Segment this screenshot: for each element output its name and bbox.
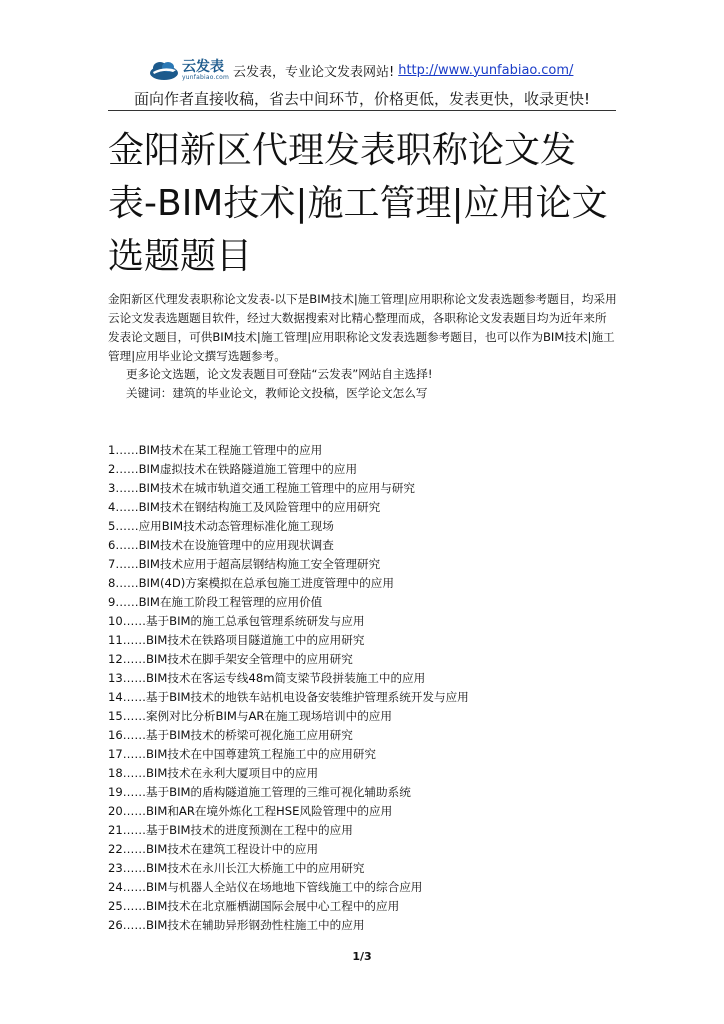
topic-item: 3……BIM技术在城市轨道交通工程施工管理中的应用与研究 bbox=[108, 481, 416, 495]
topic-item: 8……BIM(4D)方案模拟在总承包施工进度管理中的应用 bbox=[108, 576, 394, 590]
topic-item: 18……BIM技术在永利大厦项目中的应用 bbox=[108, 766, 319, 780]
topic-item: 10……基于BIM的施工总承包管理系统研发与应用 bbox=[108, 614, 365, 628]
site-header bbox=[148, 56, 588, 84]
topic-item: 4……BIM技术在钢结构施工及风险管理中的应用研究 bbox=[108, 500, 381, 514]
logo-subtitle: yunfabiao.com bbox=[182, 73, 229, 81]
topic-item: 13……BIM技术在客运专线48m简支梁节段拼装施工中的应用 bbox=[108, 671, 426, 685]
more-topics-line: 更多论文选题，论文发表题目可登陆“云发表”网站自主选择! bbox=[126, 367, 433, 381]
topic-item: 14……基于BIM技术的地铁车站机电设备安装维护管理系统开发与应用 bbox=[108, 690, 469, 704]
topic-item: 17……BIM技术在中国尊建筑工程施工中的应用研究 bbox=[108, 747, 377, 761]
topic-item: 12……BIM技术在脚手架安全管理中的应用研究 bbox=[108, 652, 353, 666]
topic-item: 6……BIM技术在设施管理中的应用现状调查 bbox=[108, 538, 334, 552]
page-number: 1/3 bbox=[352, 950, 372, 963]
topic-item: 22……BIM技术在建筑工程设计中的应用 bbox=[108, 842, 319, 856]
topic-item: 15……案例对比分析BIM与AR在施工现场培训中的应用 bbox=[108, 709, 392, 723]
topic-item: 1……BIM技术在某工程施工管理中的应用 bbox=[108, 443, 323, 457]
topic-item: 11……BIM技术在铁路项目隧道施工中的应用研究 bbox=[108, 633, 365, 647]
site-url-link[interactable]: http://www.yunfabiao.com/ bbox=[398, 62, 574, 78]
topic-item: 9……BIM在施工阶段工程管理的应用价值 bbox=[108, 595, 323, 609]
site-slogan: 云发表，专业论文发表网站! bbox=[233, 64, 395, 80]
site-logo[interactable] bbox=[148, 58, 229, 82]
logo-text bbox=[182, 60, 229, 81]
document-title: 金阳新区代理发表职称论文发表-BIM技术|施工管理|应用论文选题题目 bbox=[108, 130, 608, 277]
topic-item: 7……BIM技术应用于超高层钢结构施工安全管理研究 bbox=[108, 557, 381, 571]
header-tagline: 面向作者直接收稿，省去中间环节，价格更低，发表更快，收录更快! bbox=[133, 90, 591, 108]
topic-item: 23……BIM技术在永川长江大桥施工中的应用研究 bbox=[108, 861, 365, 875]
topic-item: 19……基于BIM的盾构隧道施工管理的三维可视化辅助系统 bbox=[108, 785, 411, 799]
topic-item: 2……BIM虚拟技术在铁路隧道施工管理中的应用 bbox=[108, 462, 358, 476]
header-divider bbox=[108, 110, 616, 111]
keywords-line: 关键词：建筑的毕业论文，教师论文投稿，医学论文怎么写 bbox=[126, 386, 428, 400]
topic-item: 21……基于BIM技术的进度预测在工程中的应用 bbox=[108, 823, 353, 837]
cloud-logo-icon bbox=[148, 58, 180, 82]
logo-name: 云发表 bbox=[182, 58, 224, 75]
topic-item: 24……BIM与机器人全站仪在场地地下管线施工中的综合应用 bbox=[108, 880, 423, 894]
topic-item: 26……BIM技术在辅助异形钢劲性柱施工中的应用 bbox=[108, 918, 365, 932]
topic-item: 5……应用BIM技术动态管理标准化施工现场 bbox=[108, 519, 334, 533]
intro-paragraph: 金阳新区代理发表职称论文发表-以下是BIM技术|施工管理|应用职称论文发表选题参考题目，均采用云论文发表选题题目软件，经过大数据搜索对比精心整理而成，各职称论文发表题目均为近年来所发表论文题目，可供BIM技术|施工管理|应用职称论文发表选题参考题目，也可以作为BIM技术|施工管理|应用毕业论文撰写选题参考。 bbox=[108, 292, 617, 363]
topic-item: 16……基于BIM技术的桥梁可视化施工应用研究 bbox=[108, 728, 353, 742]
topic-list bbox=[108, 441, 618, 935]
topic-item: 25……BIM技术在北京雁栖湖国际会展中心工程中的应用 bbox=[108, 899, 400, 913]
topic-item: 20……BIM和AR在境外炼化工程HSE风险管理中的应用 bbox=[108, 804, 393, 818]
